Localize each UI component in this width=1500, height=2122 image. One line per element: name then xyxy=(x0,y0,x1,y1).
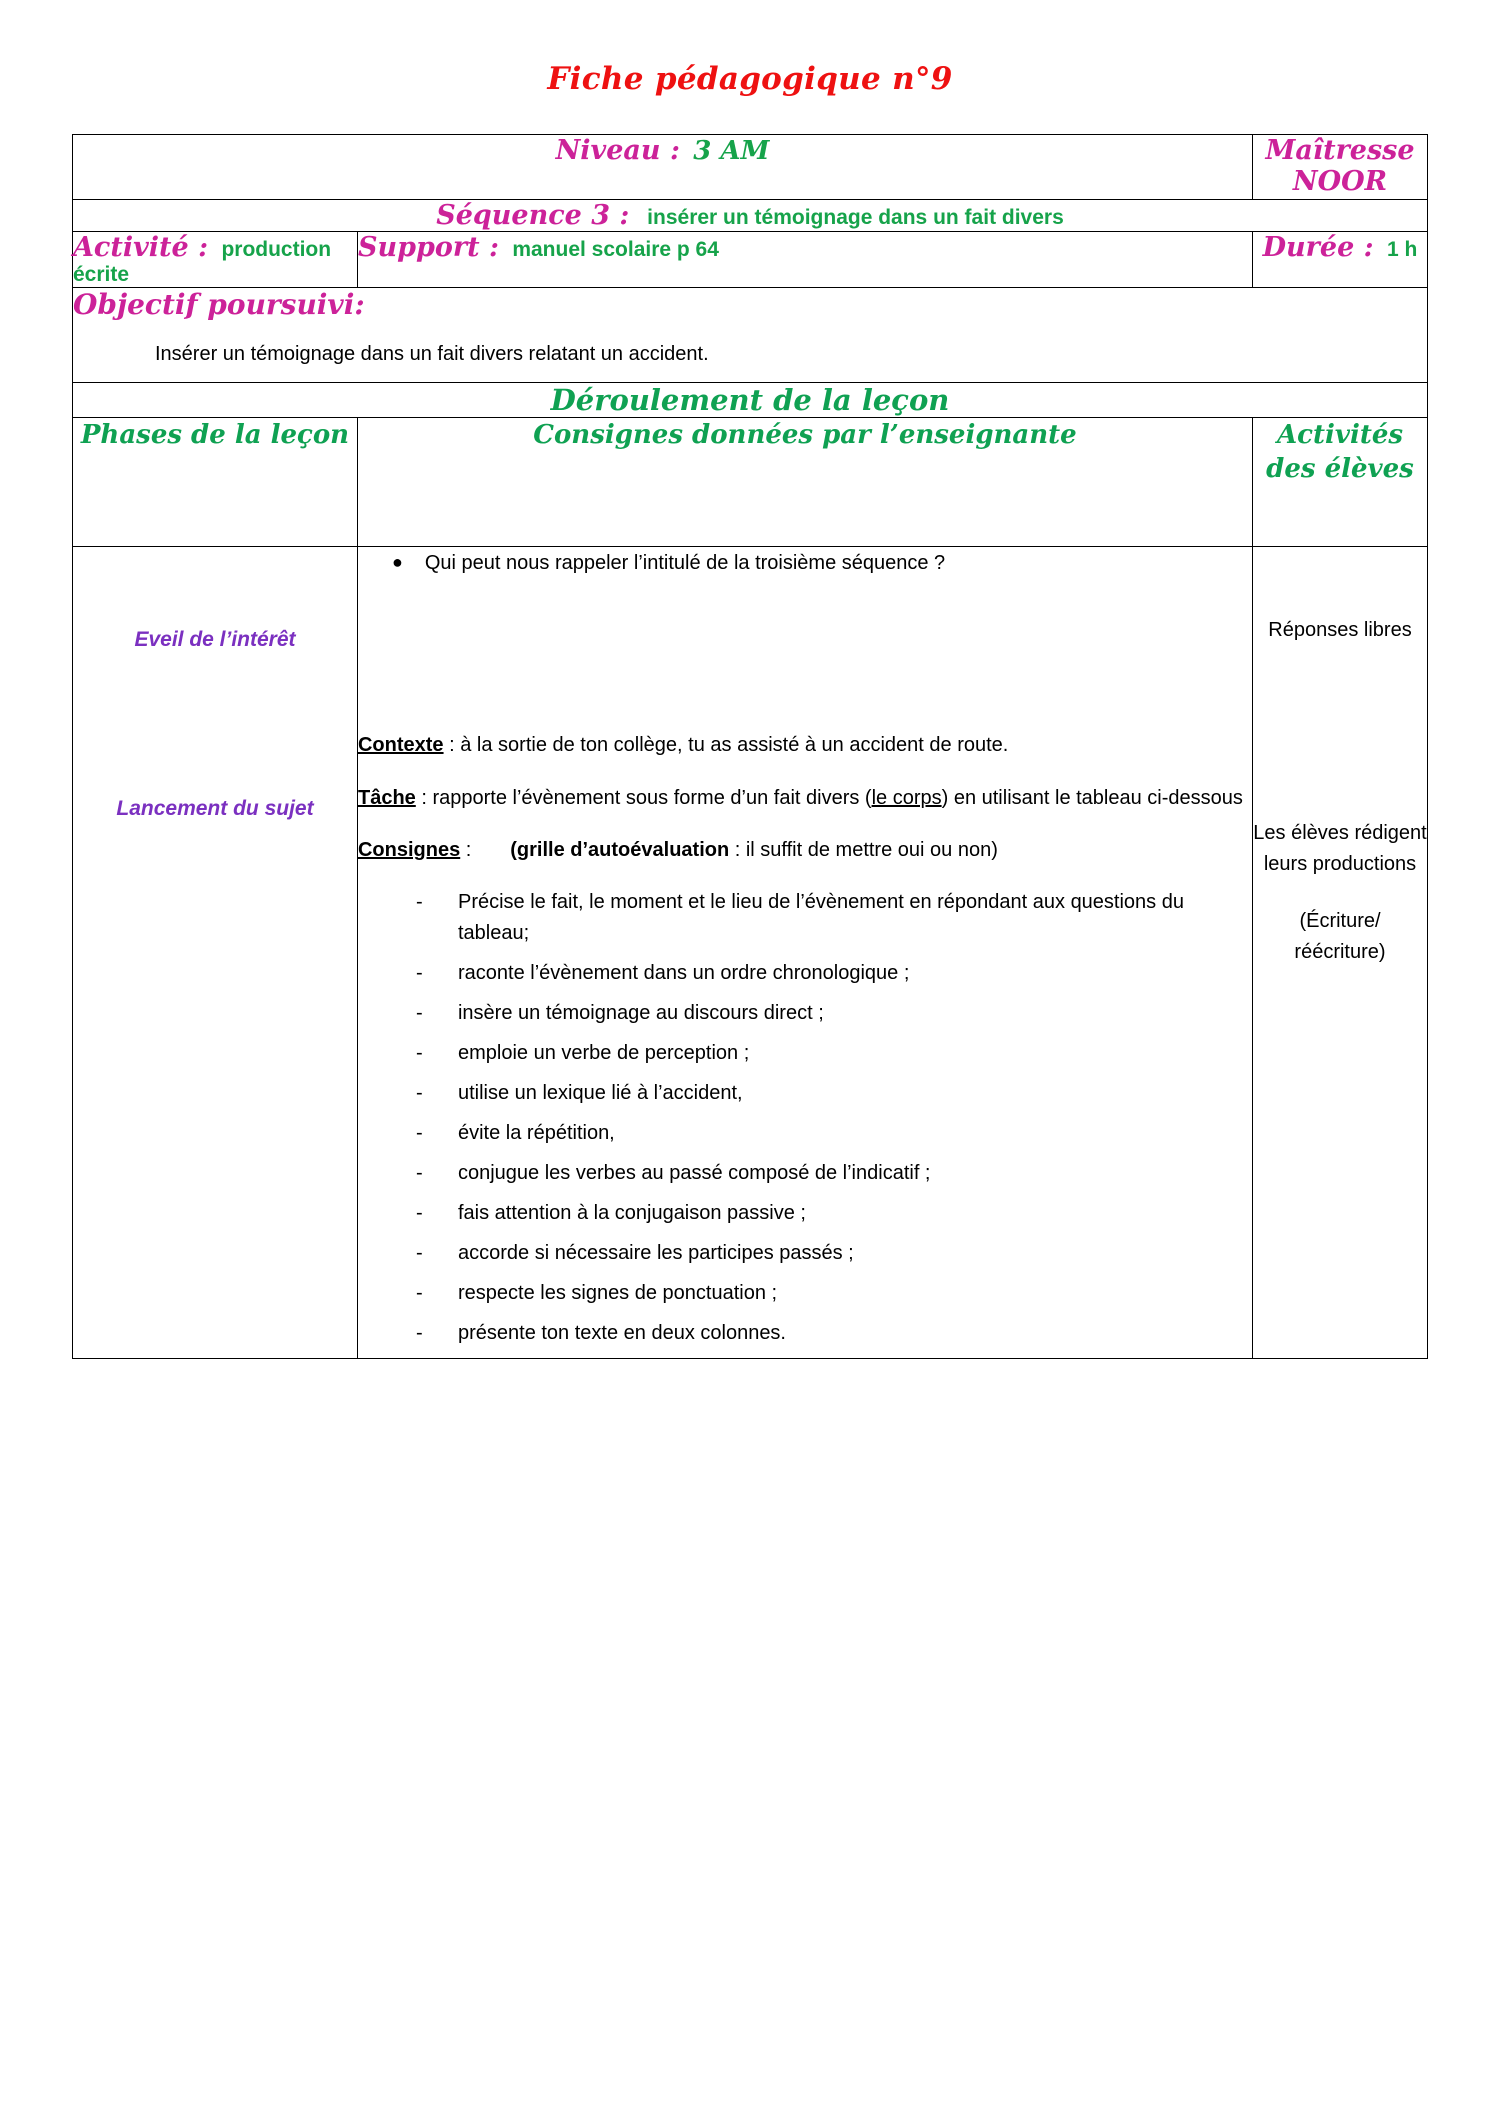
cell-duree xyxy=(1253,232,1428,288)
eveil-bullet-text: Qui peut nous rappeler l’intitulé de la troisième séquence ? xyxy=(424,552,946,575)
objectif-title: Objectif poursuivi: xyxy=(72,288,365,322)
list-item: - Précise le fait, le moment et le lieu de l’évènement en répondant aux questions du tableau; xyxy=(402,887,1252,949)
activite-ecriture: (Écriture/ réécriture) xyxy=(1294,910,1386,964)
activite-reponses-libres: Réponses libres xyxy=(1268,619,1412,642)
header-consignes: Consignes données par l’enseignante xyxy=(357,418,1252,547)
support-value: manuel scolaire p 64 xyxy=(512,238,719,262)
table-row-objective xyxy=(72,288,1427,383)
activite-redaction: Les élèves rédigent leurs productions xyxy=(1253,822,1427,876)
consignes-colon: : xyxy=(460,839,472,862)
tache-paragraph xyxy=(358,782,1252,814)
cell-support xyxy=(357,232,1252,288)
cell-phases xyxy=(72,547,357,1359)
duree-value: 1 h xyxy=(1387,238,1418,262)
activite-label: Activité : xyxy=(72,232,209,264)
document-title: Fiche pédagogique n°9 xyxy=(547,61,953,97)
eveil-bullet-row xyxy=(358,547,1252,579)
deroulement-title: Déroulement de la leçon xyxy=(550,383,950,418)
support-label: Support : xyxy=(357,232,499,264)
table-row-deroulement xyxy=(72,383,1427,418)
tache-underlined-text: le corps xyxy=(871,786,942,809)
lesson-plan-table xyxy=(72,134,1428,1359)
consignes-intro-bold: (grille d’autoévaluation xyxy=(510,839,730,862)
list-item: - présente ton texte en deux colonnes. xyxy=(402,1318,1252,1349)
teacher-name: Maîtresse NOOR xyxy=(1265,135,1415,198)
list-item: - conjugue les verbes au passé composé de l’indicatif ; xyxy=(402,1158,1252,1189)
table-row-activity xyxy=(72,232,1427,288)
list-item: - fais attention à la conjugaison passive ; xyxy=(402,1198,1252,1229)
list-item: - évite la répétition, xyxy=(402,1118,1252,1149)
list-item: - accorde si nécessaire les participes passés ; xyxy=(402,1238,1252,1269)
contexte-text: : à la sortie de ton collège, tu as assisté à un accident de route. xyxy=(443,734,1009,757)
objectif-body: Insérer un témoignage dans un fait divers relatant un accident. xyxy=(154,343,709,366)
tache-label: Tâche xyxy=(357,786,416,809)
phase-label-eveil: Eveil de l’intérêt xyxy=(134,628,296,652)
cell-consignes xyxy=(357,547,1252,1359)
consignes-list xyxy=(358,887,1252,1349)
header-activites: Activités des élèves xyxy=(1253,418,1428,547)
contexte-paragraph xyxy=(358,729,1252,761)
niveau-label: Niveau : xyxy=(555,135,680,167)
cell-maitresse xyxy=(1253,135,1428,200)
list-item: - raconte l’évènement dans un ordre chronologique ; xyxy=(402,958,1252,989)
table-header-row xyxy=(72,418,1427,547)
cell-objectif xyxy=(72,288,1427,383)
contexte-label: Contexte xyxy=(357,734,444,757)
tache-text-before: : rapporte l’évènement sous forme d’un fait divers ( xyxy=(415,786,872,809)
cell-activite xyxy=(72,232,357,288)
consignes-paragraph xyxy=(358,834,1252,866)
cell-deroulement xyxy=(72,383,1427,418)
sequence-label: Séquence 3 : xyxy=(436,200,630,232)
sequence-value: insérer un témoignage dans un fait divers xyxy=(647,206,1064,230)
table-body-row xyxy=(72,547,1427,1359)
cell-niveau xyxy=(72,135,1252,200)
header-phases: Phases de la leçon xyxy=(72,418,357,547)
list-item: - emploie un verbe de perception ; xyxy=(402,1038,1252,1069)
bullet-icon: ● xyxy=(391,552,403,573)
list-item: - respecte les signes de ponctuation ; xyxy=(402,1278,1252,1309)
consignes-intro-rest: : il suffit de mettre oui ou non) xyxy=(729,839,998,862)
cell-sequence xyxy=(72,200,1427,232)
cell-activites xyxy=(1253,547,1428,1359)
consignes-label: Consignes xyxy=(357,839,461,862)
niveau-value: 3 AM xyxy=(693,136,770,167)
phase-label-lancement: Lancement du sujet xyxy=(116,797,314,821)
duree-label: Durée : xyxy=(1262,232,1374,264)
table-row-sequence xyxy=(72,200,1427,232)
tache-text-after: ) en utilisant le tableau ci-dessous xyxy=(941,786,1243,809)
activite-value: production écrite xyxy=(72,238,332,287)
table-row-level xyxy=(72,135,1427,200)
list-item: - insère un témoignage au discours direct ; xyxy=(402,998,1252,1029)
list-item: - utilise un lexique lié à l’accident, xyxy=(402,1078,1252,1109)
